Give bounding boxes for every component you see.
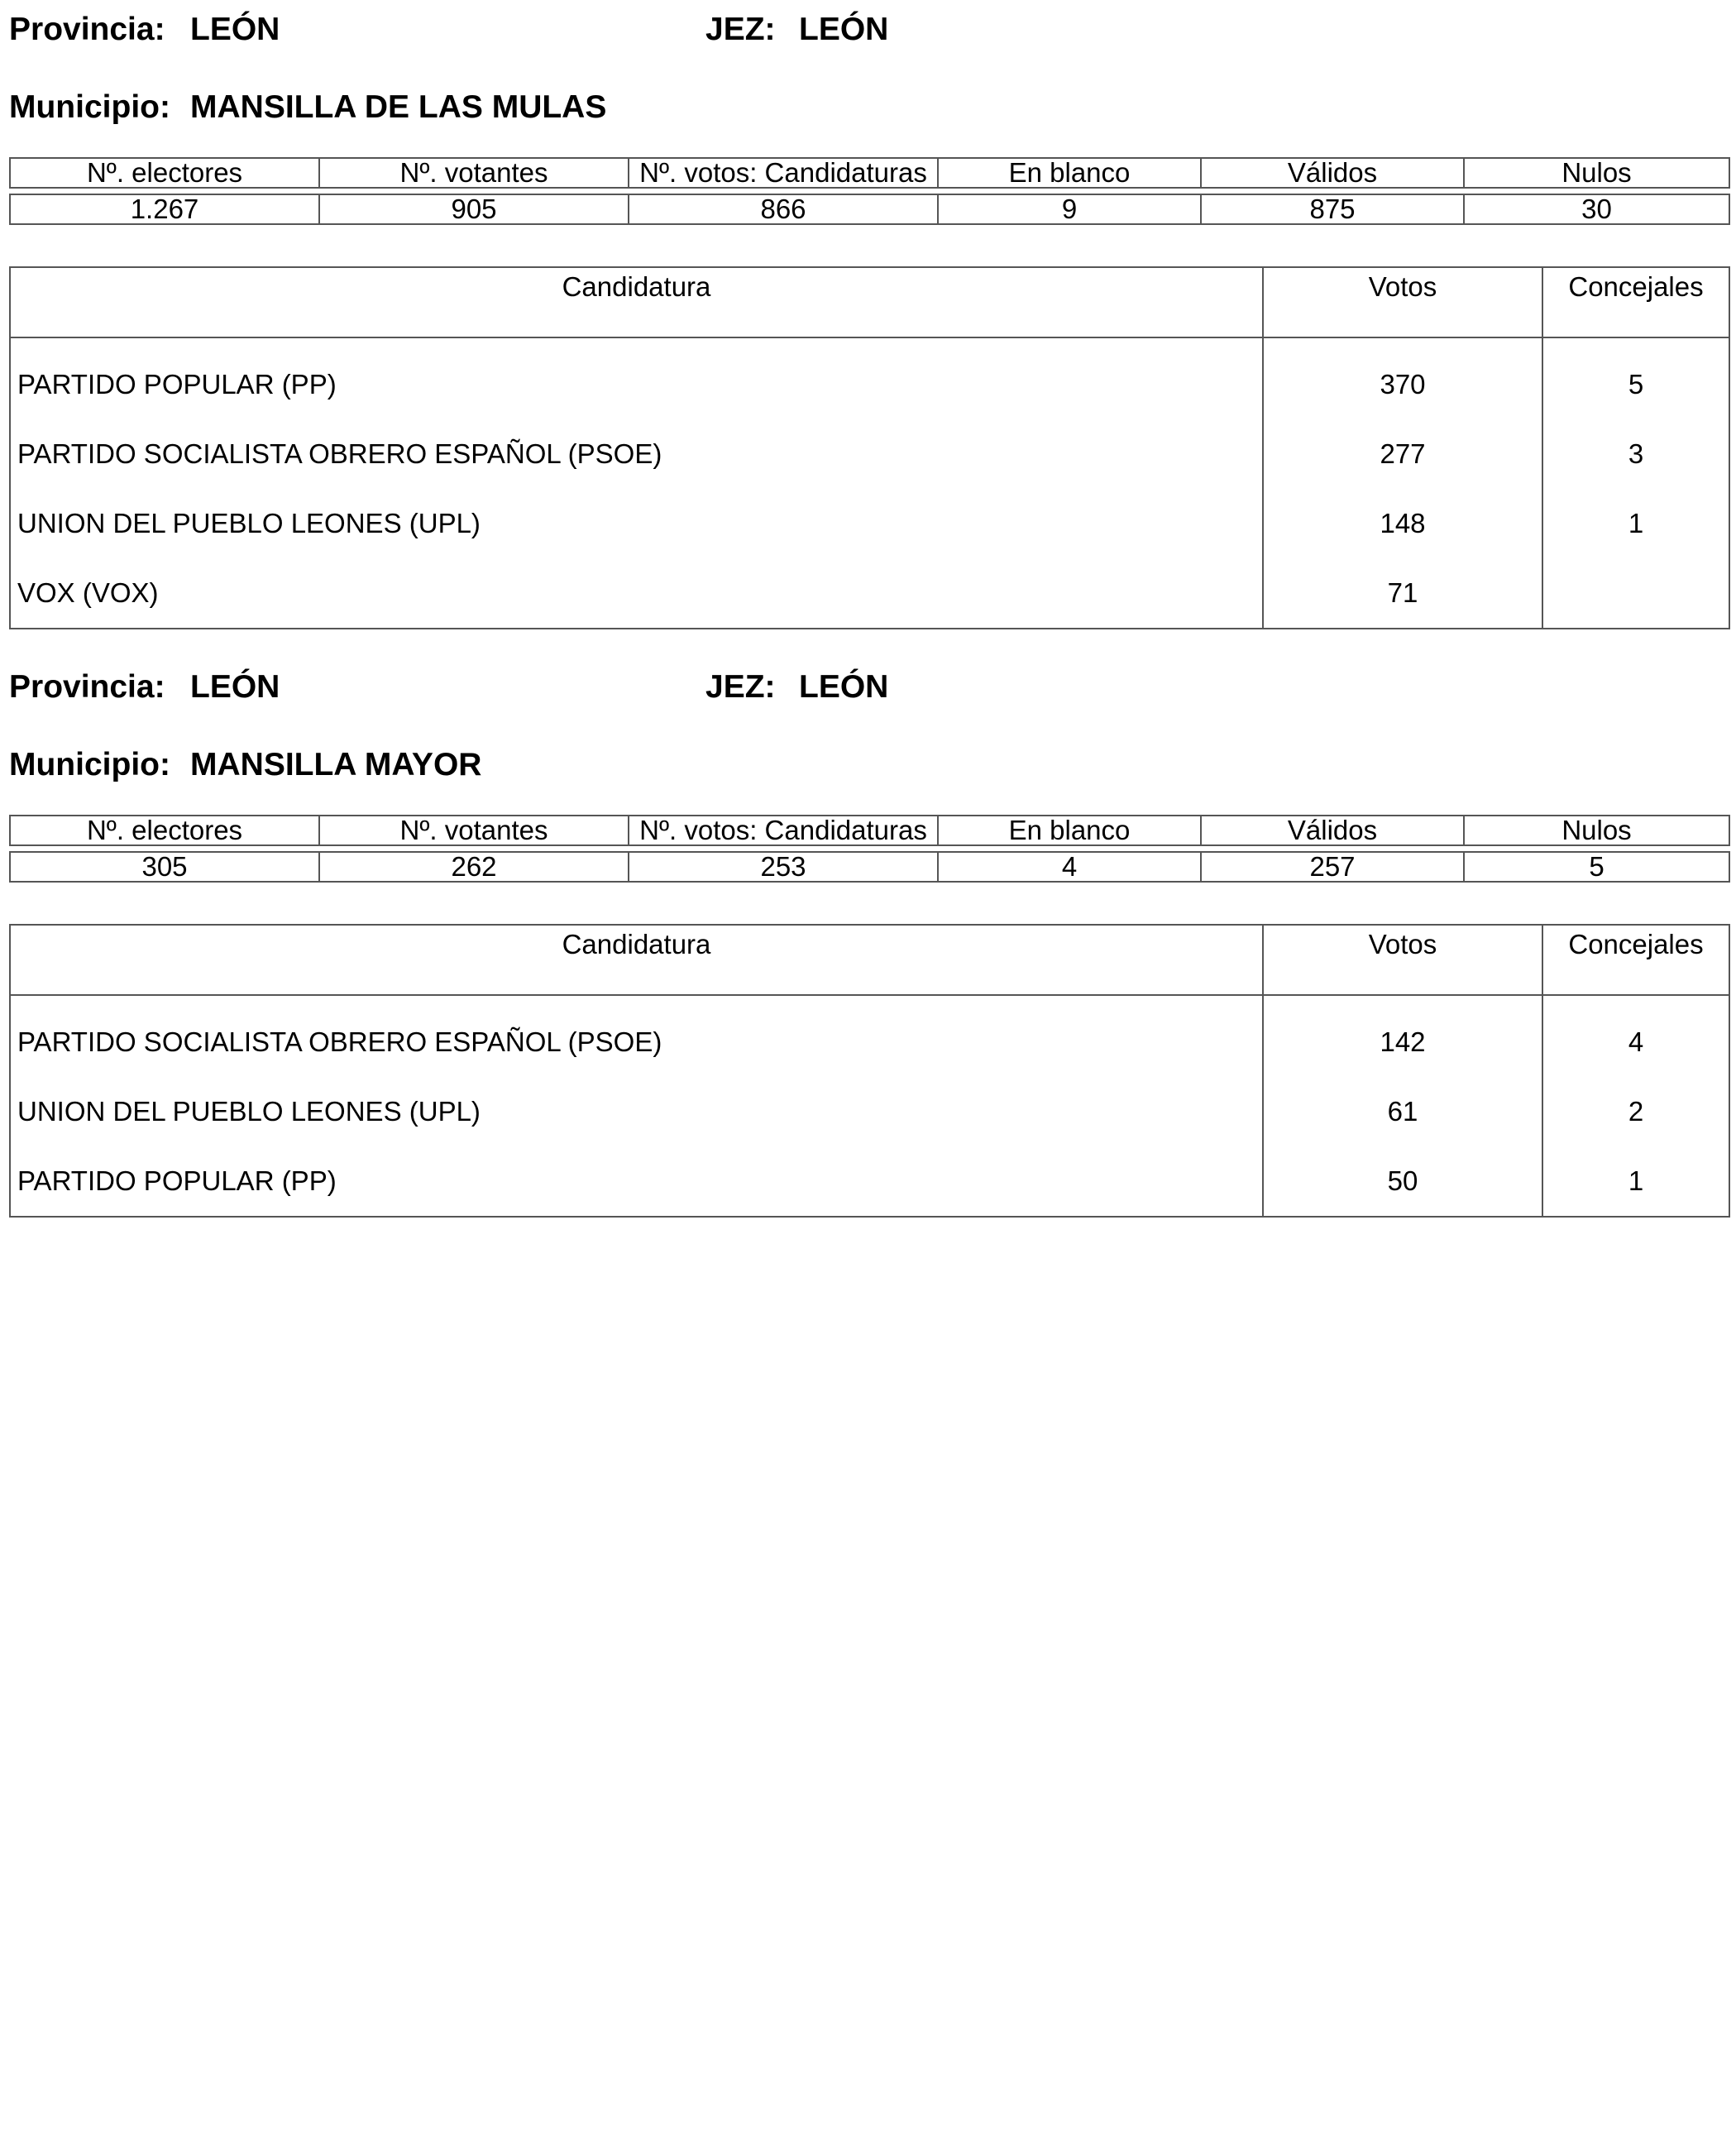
candidate-votos: 50 <box>1263 1146 1542 1217</box>
summary-value-electores: 1.267 <box>10 194 319 224</box>
header-concejales: Concejales <box>1542 267 1729 337</box>
candidate-name: PARTIDO POPULAR (PP) <box>17 369 337 400</box>
provincia-value: LEÓN <box>190 669 280 705</box>
summary-value-electores: 305 <box>10 852 319 882</box>
summary-value-nulos: 5 <box>1464 852 1729 882</box>
summary-header-nulos: Nulos <box>1464 816 1729 845</box>
candidate-row <box>10 337 1729 419</box>
candidate-votos: 71 <box>1263 558 1542 629</box>
candidates-table <box>9 266 1730 629</box>
candidate-concejales: 3 <box>1542 419 1729 489</box>
summary-value-en-blanco: 9 <box>938 194 1201 224</box>
summary-table <box>9 157 1730 225</box>
summary-value-en-blanco: 4 <box>938 852 1201 882</box>
summary-header-electores: Nº. electores <box>10 158 319 188</box>
municipio-value: MANSILLA MAYOR <box>190 747 482 782</box>
candidate-row <box>10 558 1729 629</box>
jez-label: JEZ: <box>705 669 776 705</box>
candidate-name: PARTIDO POPULAR (PP) <box>17 1165 337 1196</box>
candidate-votos: 277 <box>1263 419 1542 489</box>
candidates-header-row <box>10 267 1729 337</box>
summary-header-votantes: Nº. votantes <box>319 816 629 845</box>
candidate-row <box>10 1077 1729 1146</box>
summary-value-votos-candidaturas: 253 <box>629 852 938 882</box>
provincia-label: Provincia: <box>9 12 165 47</box>
candidate-concejales: 2 <box>1542 1077 1729 1146</box>
candidate-concejales: 4 <box>1542 995 1729 1077</box>
candidate-name: PARTIDO SOCIALISTA OBRERO ESPAÑOL (PSOE) <box>17 1026 662 1057</box>
summary-value-validos: 875 <box>1201 194 1464 224</box>
summary-header-row <box>10 816 1729 845</box>
candidate-concejales <box>1542 558 1729 629</box>
header-concejales: Concejales <box>1542 925 1729 995</box>
candidate-name: UNION DEL PUEBLO LEONES (UPL) <box>17 1096 481 1127</box>
candidate-concejales: 1 <box>1542 1146 1729 1217</box>
municipio-label: Municipio: <box>9 747 170 782</box>
summary-header-en-blanco: En blanco <box>938 816 1201 845</box>
summary-value-votantes: 262 <box>319 852 629 882</box>
header-votos: Votos <box>1263 925 1542 995</box>
header-candidatura: Candidatura <box>10 267 1263 337</box>
summary-value-votos-candidaturas: 866 <box>629 194 938 224</box>
summary-header-validos: Válidos <box>1201 816 1464 845</box>
summary-value-validos: 257 <box>1201 852 1464 882</box>
summary-header-row <box>10 158 1729 188</box>
summary-value-nulos: 30 <box>1464 194 1729 224</box>
candidate-concejales: 1 <box>1542 489 1729 558</box>
summary-header-electores: Nº. electores <box>10 816 319 845</box>
summary-header-votantes: Nº. votantes <box>319 158 629 188</box>
header-candidatura: Candidatura <box>10 925 1263 995</box>
header-votos: Votos <box>1263 267 1542 337</box>
candidate-concejales: 5 <box>1542 337 1729 419</box>
jez-value: LEÓN <box>799 669 889 705</box>
municipality-block-1 <box>0 0 1736 658</box>
candidate-votos: 148 <box>1263 489 1542 558</box>
summary-value-votantes: 905 <box>319 194 629 224</box>
summary-header-votos-candidaturas: Nº. votos: Candidaturas <box>629 158 938 188</box>
candidate-votos: 142 <box>1263 995 1542 1077</box>
candidate-row <box>10 995 1729 1077</box>
municipality-block-2 <box>0 658 1736 1315</box>
summary-header-nulos: Nulos <box>1464 158 1729 188</box>
candidates-table <box>9 924 1730 1218</box>
candidate-name: PARTIDO SOCIALISTA OBRERO ESPAÑOL (PSOE) <box>17 438 662 469</box>
municipio-label: Municipio: <box>9 89 170 125</box>
provincia-value: LEÓN <box>190 12 280 47</box>
summary-header-en-blanco: En blanco <box>938 158 1201 188</box>
candidate-row <box>10 489 1729 558</box>
provincia-label: Provincia: <box>9 669 165 705</box>
candidate-name: UNION DEL PUEBLO LEONES (UPL) <box>17 508 481 538</box>
municipio-value: MANSILLA DE LAS MULAS <box>190 89 607 125</box>
candidate-row <box>10 1146 1729 1217</box>
summary-header-votos-candidaturas: Nº. votos: Candidaturas <box>629 816 938 845</box>
candidate-row <box>10 419 1729 489</box>
candidate-votos: 61 <box>1263 1077 1542 1146</box>
jez-value: LEÓN <box>799 12 889 47</box>
summary-values-row <box>10 194 1729 224</box>
jez-label: JEZ: <box>705 12 776 47</box>
summary-header-validos: Válidos <box>1201 158 1464 188</box>
summary-values-row <box>10 852 1729 882</box>
summary-table <box>9 815 1730 883</box>
candidate-name: VOX (VOX) <box>17 577 159 608</box>
candidate-votos: 370 <box>1263 337 1542 419</box>
candidates-header-row <box>10 925 1729 995</box>
